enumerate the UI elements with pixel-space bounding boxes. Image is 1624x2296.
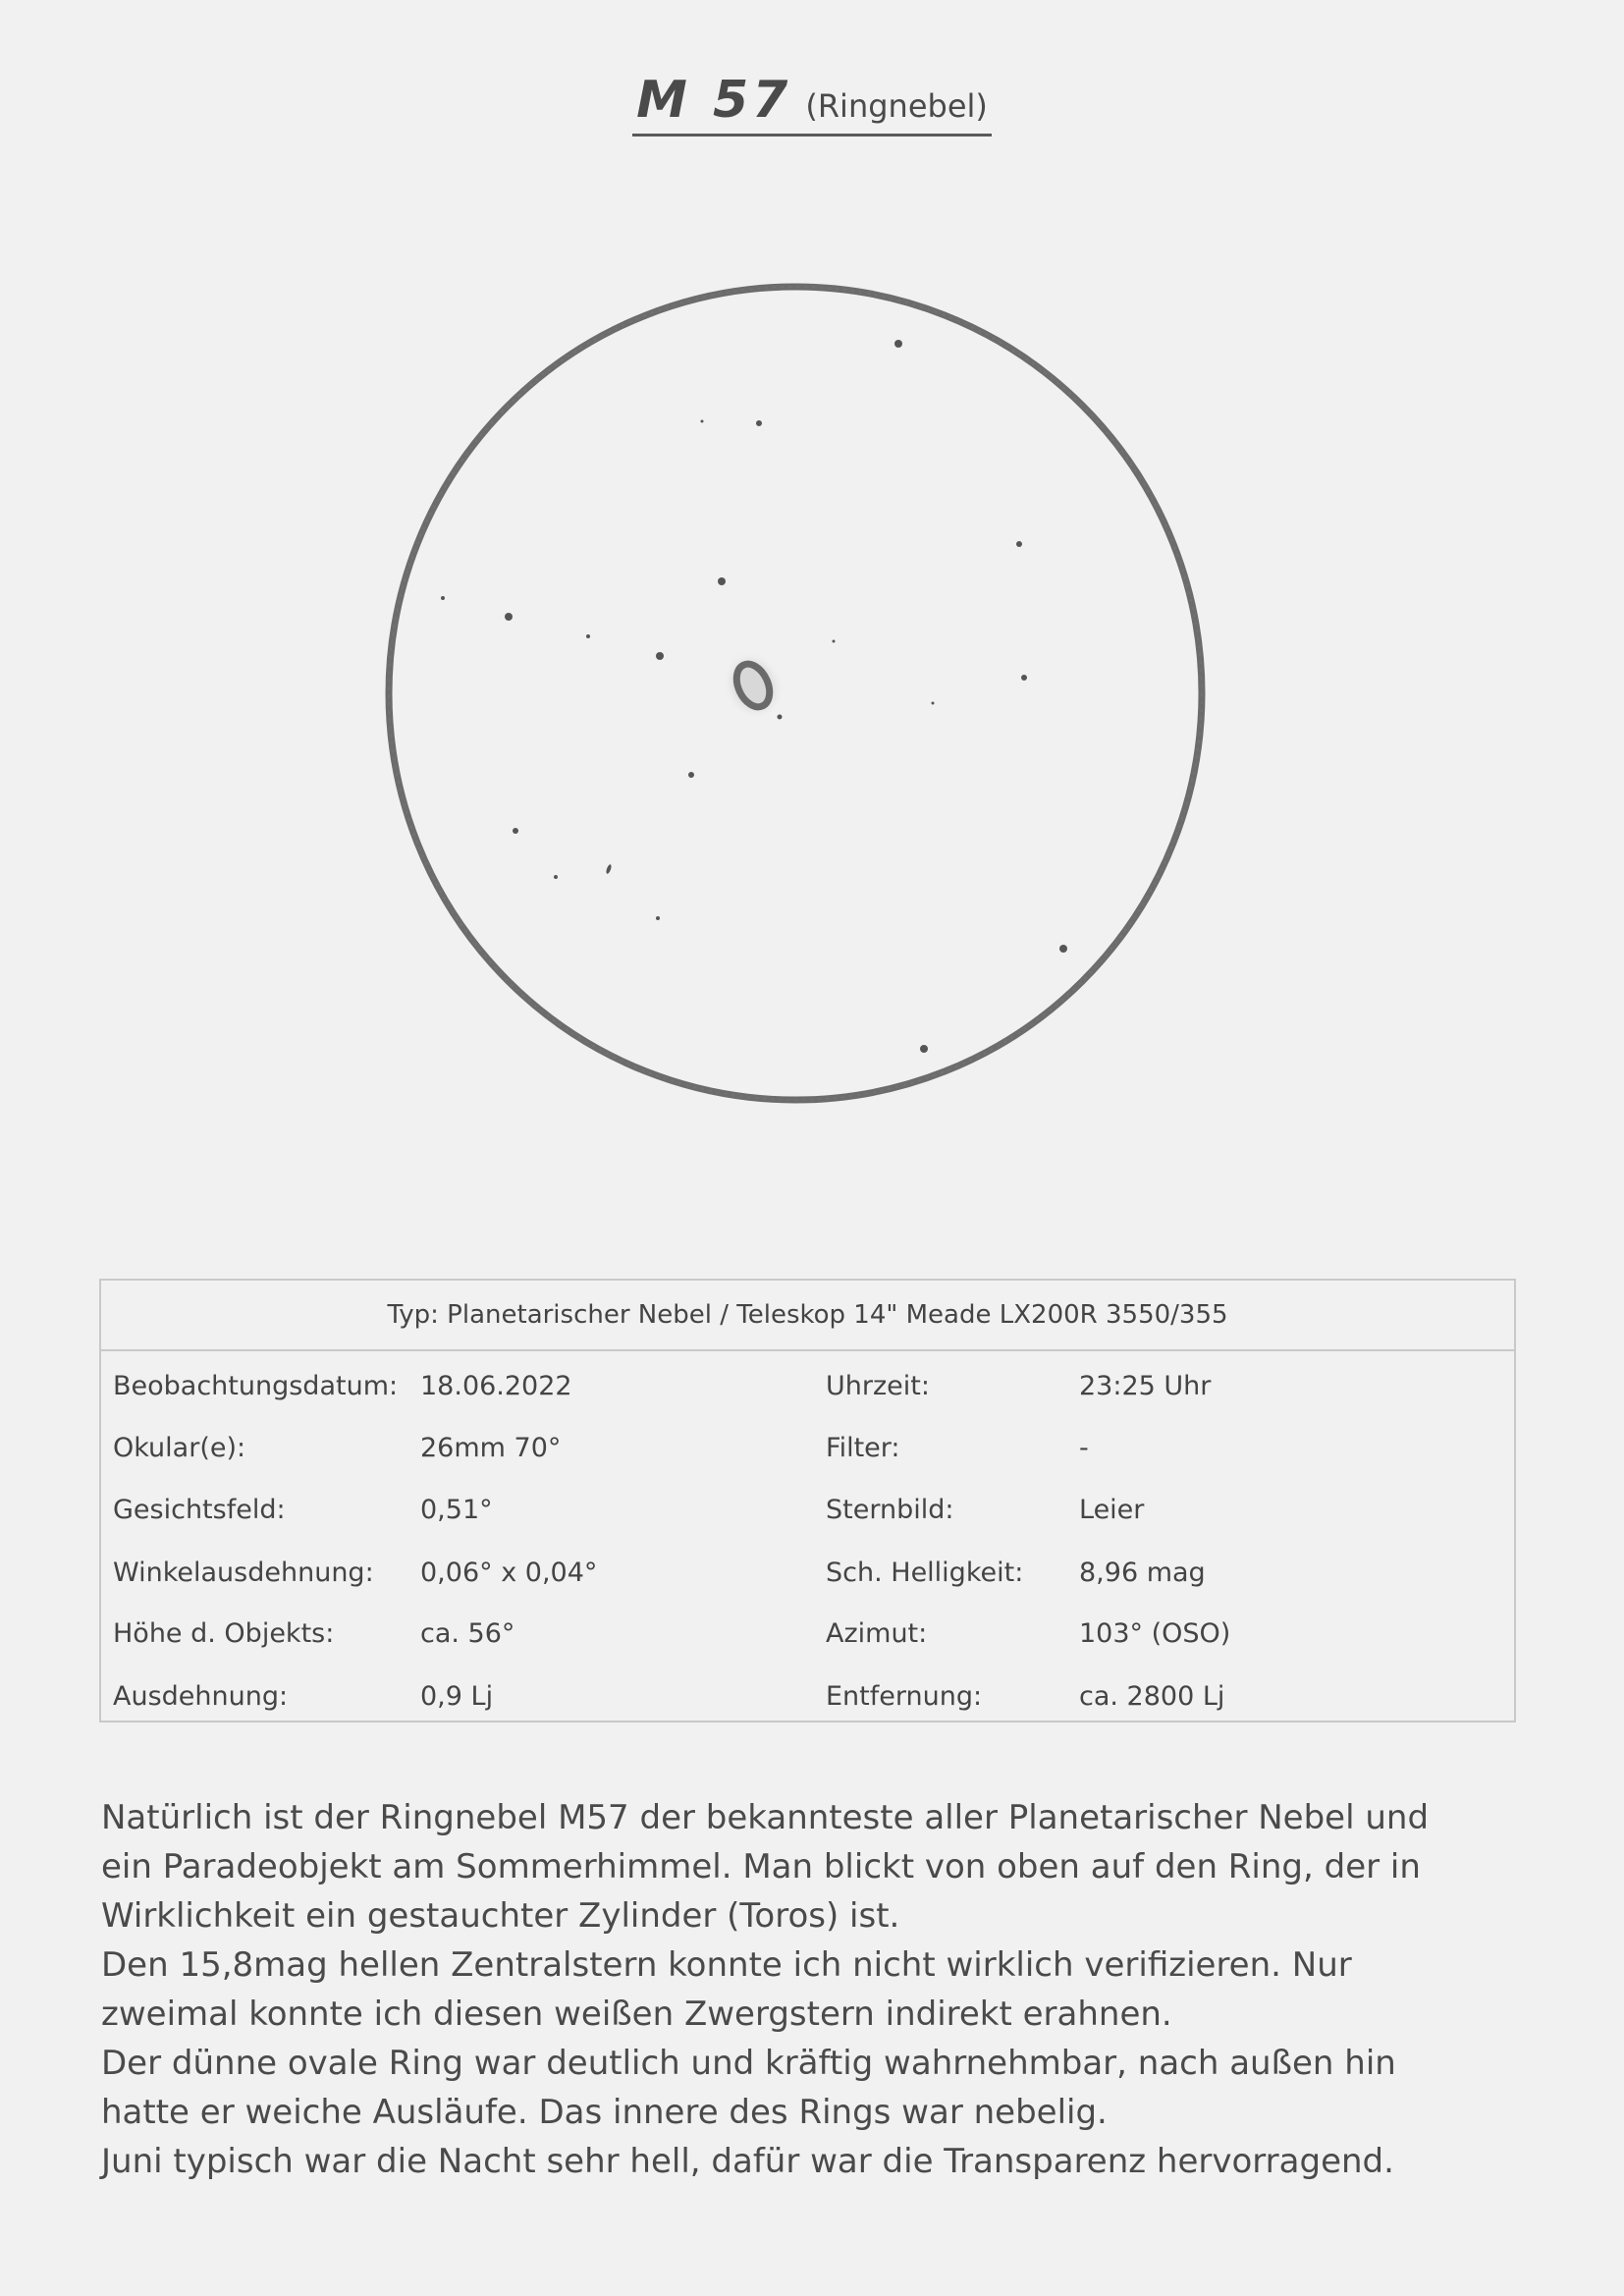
info-label: Winkelausdehnung:: [113, 1558, 374, 1588]
info-value: 103° (OSO): [1079, 1618, 1231, 1649]
info-value: ca. 2800 Lj: [1079, 1681, 1225, 1712]
star: [756, 420, 762, 426]
info-row: [101, 1681, 1514, 1744]
info-label: Sternbild:: [826, 1495, 954, 1525]
star: [1059, 945, 1067, 953]
info-row: [101, 1495, 1514, 1558]
title-main: M 57: [636, 71, 792, 130]
info-value: 0,9 Lj: [420, 1681, 494, 1712]
star: [932, 702, 935, 705]
info-label: Beobachtungsdatum:: [113, 1371, 399, 1401]
info-value: -: [1079, 1433, 1089, 1463]
info-value: 23:25 Uhr: [1079, 1371, 1212, 1401]
star: [718, 577, 726, 585]
info-value: 8,96 mag: [1079, 1558, 1206, 1588]
observation-notes: [101, 1793, 1525, 2186]
info-label: Filter:: [826, 1433, 900, 1463]
notes-line: Den 15,8mag hellen Zentralstern konnte ich nicht wirklich verifizieren. Nur: [101, 1945, 1352, 1985]
info-label: Azimut:: [826, 1618, 928, 1649]
observation-info-table: [99, 1279, 1516, 1722]
field-of-view-circle-texture: [389, 287, 1202, 1100]
info-label: Entfernung:: [826, 1681, 983, 1712]
notes-line: Der dünne ovale Ring war deutlich und kräftig wahrnehmbar, nach außen hin: [101, 2044, 1396, 2083]
star: [441, 596, 445, 600]
info-label: Gesichtsfeld:: [113, 1495, 286, 1525]
info-row: [101, 1618, 1514, 1681]
info-value: 18.06.2022: [420, 1371, 572, 1401]
info-label: Uhrzeit:: [826, 1371, 930, 1401]
star: [656, 916, 660, 920]
field-of-view-circle: [389, 287, 1202, 1100]
notes-line: zweimal konnte ich diesen weißen Zwergstern indirekt erahnen.: [101, 1995, 1172, 2034]
info-label: Okular(e):: [113, 1433, 246, 1463]
notes-line: Natürlich ist der Ringnebel M57 der bekannteste aller Planetarischer Nebel und: [101, 1798, 1430, 1837]
notes-line: hatte er weiche Ausläufe. Das innere des Rings war nebelig.: [101, 2093, 1108, 2132]
info-label: Sch. Helligkeit:: [826, 1558, 1024, 1588]
info-row: [101, 1371, 1514, 1434]
star: [833, 640, 836, 643]
info-row: [101, 1433, 1514, 1496]
notes-line: Wirklichkeit ein gestauchter Zylinder (Toros) ist.: [101, 1896, 900, 1936]
info-value: ca. 56°: [420, 1618, 515, 1649]
star: [505, 613, 513, 621]
notes-line: Juni typisch war die Nacht sehr hell, dafür war die Transparenz hervorragend.: [101, 2142, 1394, 2181]
star: [1016, 541, 1022, 547]
star: [656, 652, 664, 660]
star: [1021, 675, 1027, 681]
info-table-header: Typ: Planetarischer Nebel / Teleskop 14" Meade LX200R 3550/355: [101, 1281, 1514, 1351]
info-value: 0,06° x 0,04°: [420, 1558, 598, 1588]
star: [513, 828, 518, 834]
star: [688, 772, 694, 778]
nebula-m57: [712, 641, 795, 731]
info-value: 26mm 70°: [420, 1433, 562, 1463]
info-row: [101, 1558, 1514, 1620]
star: [554, 875, 558, 879]
info-value: 0,51°: [420, 1495, 493, 1525]
star: [894, 340, 902, 348]
info-value: Leier: [1079, 1495, 1145, 1525]
star: [586, 634, 590, 638]
info-label: Ausdehnung:: [113, 1681, 289, 1712]
info-label: Höhe d. Objekts:: [113, 1618, 335, 1649]
star: [605, 864, 612, 875]
star: [920, 1045, 928, 1053]
notes-line: ein Paradeobjekt am Sommerhimmel. Man blickt von oben auf den Ring, der in: [101, 1847, 1421, 1886]
star: [701, 420, 704, 423]
star: [778, 715, 783, 720]
title-subtitle: (Ringnebel): [805, 87, 988, 125]
